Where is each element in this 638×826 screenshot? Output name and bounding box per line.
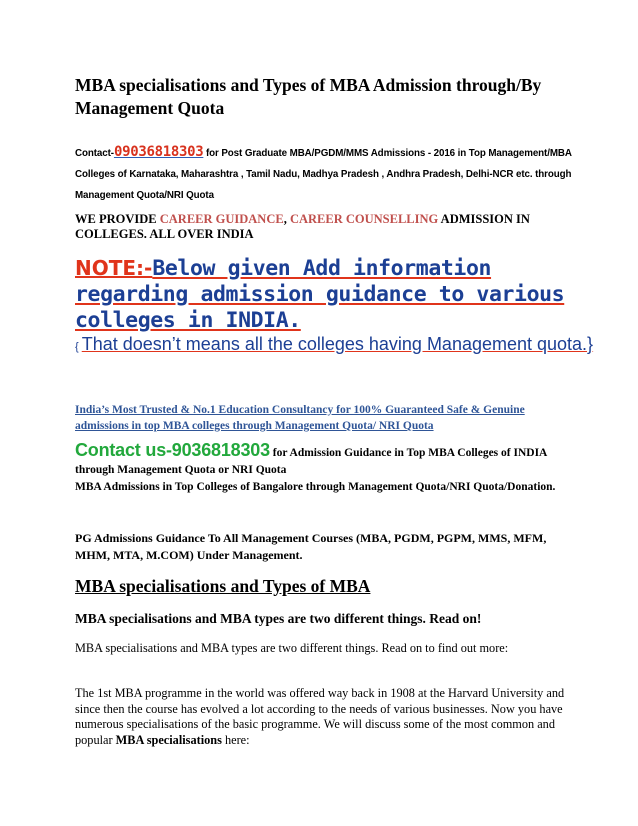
page-title: MBA specialisations and Types of MBA Admission through/By Management Quota (75, 75, 542, 118)
contact-phone: 09036818303 (113, 144, 204, 160)
note-text: Below given Add information regarding admission guidance to various colleges in INDIA. (75, 256, 565, 333)
services-statement (75, 212, 575, 242)
pg-guidance-text: PG Admissions Guidance To All Management Courses (MBA, PGDM, PGPM, MMS, MFM, MHM, MTA, M.COM) Under Management. (75, 531, 547, 562)
contact-prefix: Contact- (75, 148, 114, 159)
history-paragraph (75, 686, 575, 748)
subnote-block (75, 331, 595, 361)
contact-us-text: for Admission Guidance in Top MBA Colleges of INDIA through Management Quota or NRI Quota (75, 447, 547, 476)
career-counselling-text: CAREER COUNSELLING (289, 212, 439, 226)
history-end: here: (221, 732, 250, 747)
mba-specialisations-bold: MBA specialisations (115, 732, 222, 747)
contact-us-block (75, 442, 575, 496)
services-separator: , (283, 212, 290, 226)
contact-us-label: Contact us-9036818303 (75, 440, 270, 460)
note-block (75, 256, 595, 335)
subnote-text: That doesn’t means all the colleges having Management quota.} (81, 334, 594, 354)
history-text: The 1st MBA programme in the world was offered way back in 1908 at the Harvard University and since then the course has evolved a lot according to the needs of various businesses. Now you have numerous specialisations of the basic programme. We will discuss some of the most common and popular (75, 686, 565, 747)
intro-paragraph: MBA specialisations and MBA types are two different things. Read on to find out more: (75, 641, 509, 655)
section-subheading: MBA specialisations and MBA types are two different things. Read on! (75, 611, 482, 626)
section-heading: MBA specialisations and Types of MBA (75, 576, 371, 596)
contact-paragraph (75, 142, 575, 206)
contact-text: for Post Graduate MBA/PGDM/MMS Admissions - 2016 in Top Management/MBA Colleges of Karnataka, Maharashtra , Tamil Nadu, Madhya Pradesh , Andhra Pradesh, Delhi-NCR etc. through Management Quota/NRI Quota (75, 148, 572, 201)
contact-us-line2: MBA Admissions in Top Colleges of Bangalore through Management Quota/NRI Quota/Donation. (75, 481, 556, 493)
services-prefix: WE PROVIDE (75, 212, 160, 226)
services-suffix: ADMISSION IN COLLEGES. ALL OVER INDIA (75, 212, 530, 241)
note-label: NOTE:- (75, 256, 153, 280)
trusted-consultancy-link[interactable]: India’s Most Trusted & No.1 Education Consultancy for 100% Guaranteed Safe & Genuine admissions in top MBA colleges through Management Quota/ NRI Quota (75, 404, 525, 432)
subnote-open-brace: { (75, 341, 82, 353)
career-guidance-text: CAREER GUIDANCE (159, 212, 284, 226)
